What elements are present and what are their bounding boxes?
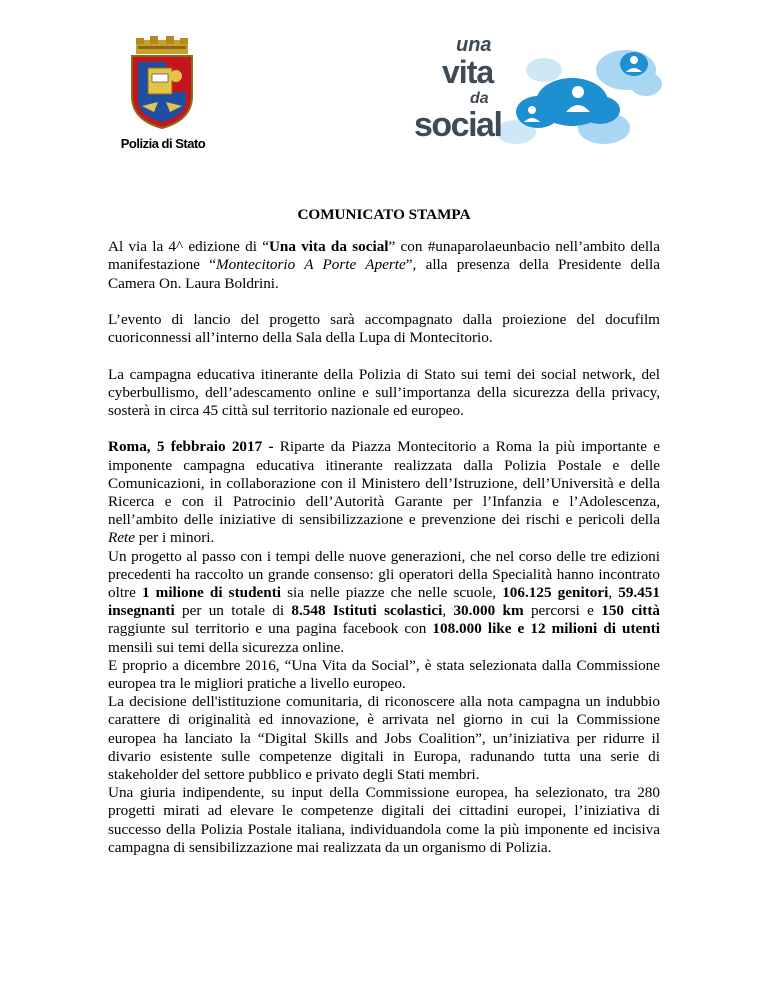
- logo-text-una: una: [456, 34, 492, 56]
- polizia-emblem-icon: [118, 36, 206, 132]
- una-vita-da-social-logo: [412, 30, 662, 148]
- logo-text-da: da: [470, 90, 489, 107]
- intro-text-3: ”, alla presenza della Presidente della Camera On. Laura Boldrini.: [108, 256, 661, 292]
- intro-italic-event: Montecitorio A Porte Aperte: [215, 256, 406, 274]
- press-release-body: [108, 206, 660, 857]
- intro-text-1: Al via la 4^ edizione di “: [108, 238, 269, 256]
- stats-text-6: percorsi e: [523, 602, 602, 620]
- logo-text-vita: vita: [442, 54, 494, 90]
- stat-facebook: 108.000 like e 12 milioni di utenti: [432, 620, 661, 638]
- stat-genitori: 106.125 genitori: [502, 584, 609, 602]
- selection-paragraph: E proprio a dicembre 2016, “Una Vita da Social”, è stata selezionata dalla Commissione europea tra le migliori pratiche a livello europeo.: [108, 656, 660, 693]
- stats-text-8: mensili sui temi della sicurezza online.: [108, 638, 345, 656]
- logo-caption: Polizia di Stato: [120, 136, 206, 151]
- jury-paragraph: Una giuria indipendente, su input della Commissione europea, ha selezionato, tra 280 progetti mirati ad elevare le competenze digitali dei cittadini europei, l’iniziativa di successo della Polizia Postale italiana, individuandola come la più imponente ed incisiva campagna di sensibilizzazione mai realizzata da un organismo di Polizia.: [108, 784, 660, 856]
- intro-paragraph: [108, 238, 660, 293]
- stats-text-3: ,: [608, 584, 619, 602]
- dateline-paragraph: [108, 438, 660, 547]
- stat-km: 30.000 km: [453, 602, 524, 620]
- stats-text-7: raggiunte sul territorio e una pagina facebook con: [108, 620, 433, 638]
- polizia-di-stato-logo: [108, 36, 218, 154]
- stats-text-1: Un progetto al passo con i tempi delle nuove generazioni, che nel corso delle tre edizioni precedenti ha raccolto un grande consenso: gli operatori della Specialità hanno incontrato oltre: [108, 547, 660, 602]
- stat-istituti: 8.548 Istituti scolastici: [291, 602, 443, 620]
- stats-paragraph: [108, 548, 660, 657]
- dateline-text-2: per i minori.: [134, 529, 215, 547]
- stat-studenti: 1 milione di studenti: [141, 584, 281, 602]
- intro-text-2: ” con #unaparolaeunbacio nell’ambito della manifestazione “: [108, 238, 661, 274]
- logo-text-social: social: [414, 106, 502, 144]
- dateline: Roma, 5 febbraio 2017 -: [108, 438, 280, 456]
- stats-text-5: ,: [442, 602, 454, 620]
- decision-paragraph: La decisione dell'istituzione comunitaria, di riconoscere alla nota campagna un indubbio carattere di originalità ed innovazione, è arrivata nel giorno in cui la Commissione europea ha lanciato la “Digital Skills and Jobs Coalition”, un’iniziativa per ridurre il divario esistente sulle competenze digitali in Europa, radunando tutta una serie di stakeholder del settore pubblico e privato degli Stati membri.: [108, 693, 660, 784]
- dateline-italic-rete: Rete: [108, 529, 135, 547]
- intro-bold-title: Una vita da social: [268, 238, 389, 256]
- launch-paragraph: L’evento di lancio del progetto sarà accompagnato dalla proiezione del docufilm cuoriconnessi all’interno della Sala della Lupa di Montecitorio.: [108, 311, 660, 347]
- campaign-paragraph: La campagna educativa itinerante della Polizia di Stato sui temi dei social network, del cyberbullismo, dell’adescamento online e sull’importanza della sicurezza della privacy, sosterà in circa 45 città sul territorio nazionale ed europeo.: [108, 365, 660, 419]
- dateline-text-1: Riparte da Piazza Montecitorio a Roma la più importante e imponente campagna educativa itinerante realizzata dalla Polizia Postale e delle Comunicazioni, in collaborazione con il Ministero dell’Istruzione, dell’Università e della Ricerca e con il Patrocinio dell’Autorità Garante per l’Infanzia e l’Adolescenza, nell’ambito delle iniziative di sensibilizzazione e prevenzione dei rischi e pericoli della: [108, 438, 660, 529]
- stats-text-4: per un totale di: [174, 602, 292, 620]
- stat-citta: 150 città: [601, 602, 661, 620]
- stats-text-2: sia nelle piazze che nelle scuole,: [281, 584, 503, 602]
- page-title: COMUNICATO STAMPA: [297, 206, 471, 223]
- stat-insegnanti: 59.451 insegnanti: [108, 584, 660, 620]
